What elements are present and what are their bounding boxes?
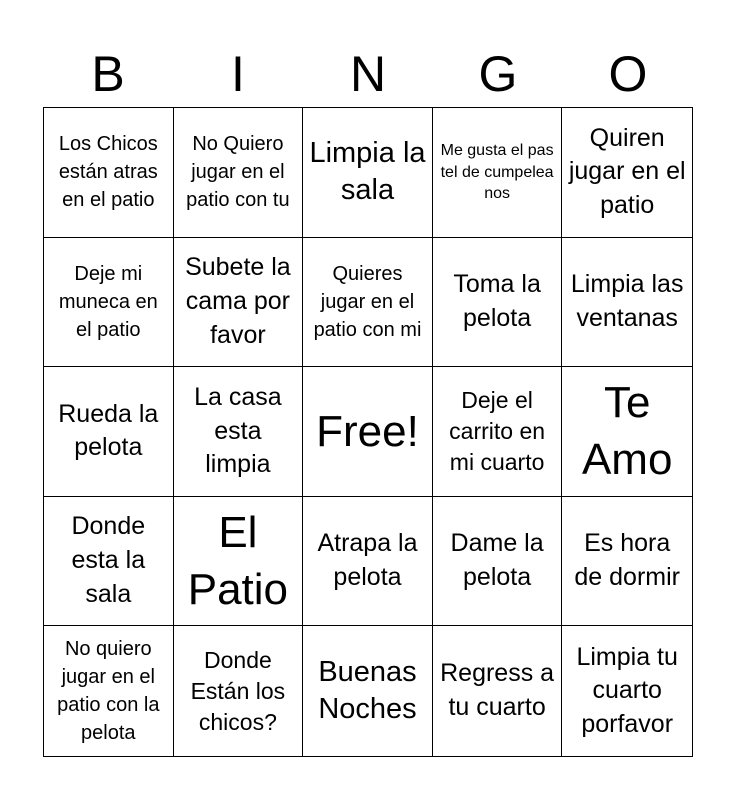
bingo-cell[interactable] (562, 497, 692, 627)
header-letter-b: B (91, 46, 125, 102)
cell-text: Quieres jugar en el patio con mi (313, 262, 422, 341)
cell-text: Deje mi muneca en el patio (58, 262, 158, 341)
cell-text: Free! (316, 406, 419, 456)
cell-text: No quiero jugar en el patio con la pelota (57, 638, 160, 745)
cell-text: Quiren jugar en el patio (568, 123, 686, 220)
bingo-cell[interactable] (44, 108, 174, 238)
bingo-cell[interactable] (433, 626, 563, 756)
bingo-cell[interactable] (433, 367, 563, 497)
bingo-cell[interactable] (562, 367, 692, 497)
bingo-cell[interactable] (562, 626, 692, 756)
bingo-cell[interactable] (303, 108, 433, 238)
bingo-cell[interactable] (433, 497, 563, 627)
bingo-cell[interactable] (44, 497, 174, 627)
bingo-cell[interactable] (174, 497, 304, 627)
bingo-cell[interactable] (562, 238, 692, 368)
header-letter-n: N (349, 46, 387, 102)
bingo-cell[interactable] (174, 626, 304, 756)
bingo-cell[interactable] (44, 367, 174, 497)
cell-text: La casa esta limpia (194, 382, 282, 479)
cell-text: No Quiero jugar en el patio con tu (186, 133, 290, 212)
bingo-cell[interactable] (562, 108, 692, 238)
cell-text: Dame la pelota (450, 529, 544, 592)
bingo-cell[interactable] (303, 497, 433, 627)
bingo-cell[interactable] (303, 626, 433, 756)
cell-text: Deje el carrito en mi cuarto (449, 386, 546, 476)
cell-text: Limpia la sala (309, 136, 426, 207)
bingo-cell[interactable] (433, 108, 563, 238)
free-space-cell[interactable] (303, 367, 433, 497)
bingo-board (43, 107, 693, 757)
bingo-cell[interactable] (433, 238, 563, 368)
cell-text: Donde Están los chicos? (190, 646, 286, 735)
cell-text: Me gusta el pastel de cumpeleanos (440, 141, 554, 203)
cell-text: Subete la cama por favor (185, 253, 291, 349)
cell-text: Te Amo (581, 378, 673, 485)
bingo-cell[interactable] (174, 238, 304, 368)
cell-text: Los Chicos están atras en el patio (58, 133, 158, 212)
header-letter-g: G (478, 46, 518, 102)
cell-text: Buenas Noches (318, 655, 417, 726)
cell-text: Donde esta la sala (71, 512, 146, 608)
cell-text: Es hora de dormir (574, 529, 680, 592)
cell-text: Regress a tu cuarto (440, 659, 555, 722)
header-letter-i: I (231, 46, 245, 102)
bingo-cell[interactable] (44, 238, 174, 368)
cell-text: Atrapa la pelota (317, 529, 418, 592)
bingo-cell[interactable] (44, 626, 174, 756)
bingo-cell[interactable] (174, 108, 304, 238)
bingo-cell[interactable] (303, 238, 433, 368)
header-letter-o: O (608, 46, 648, 102)
cell-text: El Patio (187, 507, 289, 615)
bingo-cell[interactable] (174, 367, 304, 497)
cell-text: Limpia tu cuarto porfavor (576, 642, 678, 739)
bingo-header (43, 40, 693, 108)
cell-text: Limpia las ventanas (570, 270, 684, 332)
cell-text: Toma la pelota (453, 270, 541, 332)
cell-text: Rueda la pelota (58, 399, 159, 462)
